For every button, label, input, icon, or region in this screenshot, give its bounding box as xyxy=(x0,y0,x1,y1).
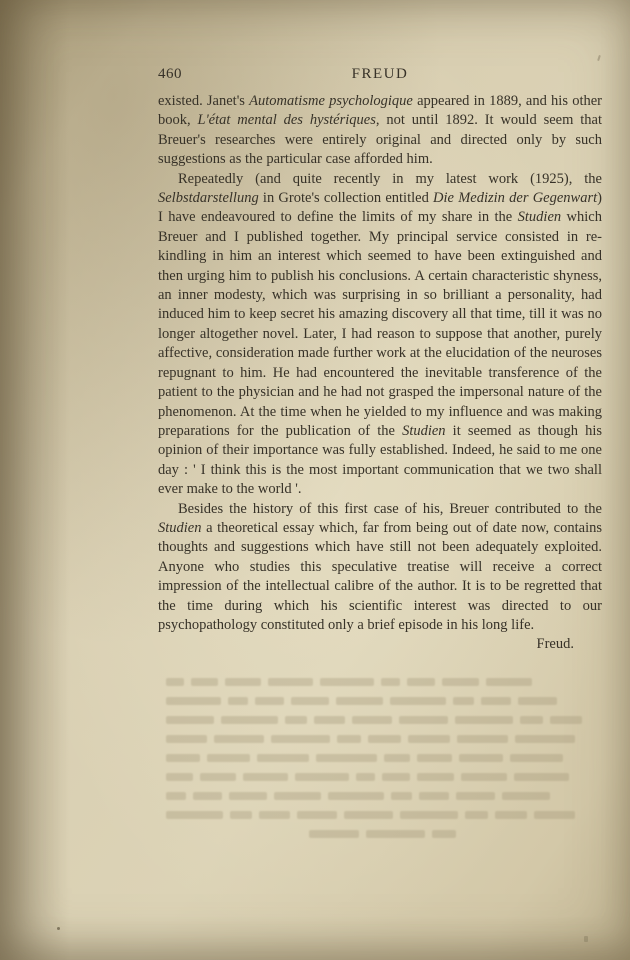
ghost-word xyxy=(191,678,218,686)
paragraph: Besides the history of this first case of his, Breuer contributed to the Studien a theoretical essay which, far from being out of date now, contains thoughts and suggestions which have still not been adequately exploited. Anyone who studies this speculative treatise will receive a correct impression of the intellectual calibre of the author. It is to be regretted that the time during which his scientific interest was directed to our psychopathology constituted only a brief episode in his long life. xyxy=(158,500,602,633)
ghost-word xyxy=(316,754,377,762)
ghost-word xyxy=(352,716,392,724)
ghost-word xyxy=(328,792,384,800)
ghost-word xyxy=(465,811,488,819)
ghost-word xyxy=(417,773,454,781)
paragraph: existed. Janet's Automatisme psychologique appeared in 1889, and his other book, L'état mental des hystériques, not until 1892. It would seem that Breuer's researches were entirely original and directed only by such suggestions as the particular case afforded him. xyxy=(158,93,602,168)
ghost-word xyxy=(455,716,513,724)
ghost-word xyxy=(243,773,288,781)
ghost-text-row xyxy=(166,811,598,819)
ghost-word xyxy=(518,697,557,705)
ghost-word xyxy=(314,716,345,724)
ghost-word xyxy=(481,697,511,705)
ghost-word xyxy=(366,830,425,838)
ghost-word xyxy=(291,697,329,705)
paragraph: Repeatedly (and quite recently in my latest work (1925), the Selbstdarstellung in Grote's collection entitled Die Medizin der Gegenwart) I have endeavoured to define the limits of my share in the Studien which Breuer and I published together. My principal service consisted in re-kindling in him an interest which seemed to have been extinguished and then urging him to publish his conclusions. A certain characteristic shyness, an inner modesty, which was surprising in so brilliant a personality, had induced him to keep secret his amazing discovery all that time, till it was no longer altogether novel. Later, I had reason to suppose that another, purely affective, consideration made further work at the elucidation of the neuroses repugnant to him. He had encountered the inevitable transference of the patient to the physician and he had not grasped the impersonal nature of the phenomenon. At the time when he yielded to my influence and was making preparations for the publication of the Studien it seemed as though his opinion of their importance was fully established. Indeed, he said to me one day : ' I think this is the most important communication that we two shall ever make to the world '. xyxy=(158,170,602,498)
ghost-word xyxy=(297,811,337,819)
ghost-word xyxy=(228,697,248,705)
ghost-text-row xyxy=(166,697,598,705)
ghost-word xyxy=(344,811,393,819)
ghost-word xyxy=(166,716,214,724)
ghost-word xyxy=(534,811,575,819)
author-signature: Freud. xyxy=(536,636,574,653)
ghost-word xyxy=(400,811,458,819)
ghost-word xyxy=(166,811,223,819)
ghost-word xyxy=(407,678,435,686)
ghost-word xyxy=(515,735,575,743)
ghost-word xyxy=(457,735,508,743)
ghost-word xyxy=(486,678,532,686)
page-number: 460 xyxy=(158,66,182,82)
ghost-word xyxy=(230,811,252,819)
reverse-page-show-through xyxy=(166,678,598,849)
ink-speck xyxy=(597,55,601,61)
ghost-word xyxy=(399,716,448,724)
ghost-word xyxy=(520,716,543,724)
running-header-title: FREUD xyxy=(351,66,409,82)
ghost-text-row xyxy=(166,830,598,838)
ghost-word xyxy=(309,830,359,838)
ghost-word xyxy=(268,678,313,686)
ghost-text-row xyxy=(166,773,598,781)
ghost-word xyxy=(193,792,222,800)
ghost-word xyxy=(285,716,307,724)
ghost-word xyxy=(356,773,375,781)
ghost-word xyxy=(510,754,563,762)
ghost-word xyxy=(320,678,374,686)
ghost-word xyxy=(408,735,450,743)
ghost-word xyxy=(166,773,193,781)
ghost-word xyxy=(442,678,479,686)
ghost-word xyxy=(550,716,582,724)
ghost-word xyxy=(381,678,400,686)
binding-gutter-shadow xyxy=(0,0,70,960)
ghost-word xyxy=(255,697,284,705)
ghost-word xyxy=(257,754,309,762)
ghost-word xyxy=(166,697,221,705)
ghost-word xyxy=(214,735,264,743)
ghost-text-row xyxy=(166,735,598,743)
ghost-word xyxy=(502,792,550,800)
ghost-word xyxy=(336,697,383,705)
ghost-word xyxy=(166,754,200,762)
paragraphs xyxy=(158,92,602,635)
ghost-word xyxy=(390,697,446,705)
ghost-word xyxy=(225,678,261,686)
ghost-word xyxy=(384,754,410,762)
running-head xyxy=(158,66,602,92)
ghost-text-row xyxy=(166,792,598,800)
ghost-word xyxy=(391,792,412,800)
ghost-word xyxy=(166,735,207,743)
ghost-text-row xyxy=(166,716,598,724)
ghost-word xyxy=(337,735,361,743)
ink-speck xyxy=(584,936,588,942)
ghost-word xyxy=(229,792,267,800)
ghost-word xyxy=(419,792,449,800)
ghost-word xyxy=(382,773,410,781)
ghost-word xyxy=(221,716,278,724)
ghost-word xyxy=(495,811,527,819)
ghost-word xyxy=(453,697,474,705)
ghost-word xyxy=(271,735,330,743)
ghost-word xyxy=(432,830,456,838)
ghost-word xyxy=(417,754,452,762)
text-column xyxy=(158,66,602,653)
ghost-word xyxy=(259,811,290,819)
ghost-word xyxy=(514,773,569,781)
ghost-word xyxy=(166,792,186,800)
ghost-word xyxy=(166,678,184,686)
ghost-text-row xyxy=(166,678,598,686)
ghost-word xyxy=(459,754,503,762)
ghost-word xyxy=(456,792,495,800)
ink-speck xyxy=(57,927,60,930)
ghost-text-row xyxy=(166,754,598,762)
ghost-word xyxy=(200,773,236,781)
ghost-word xyxy=(274,792,321,800)
ghost-word xyxy=(207,754,250,762)
ghost-word xyxy=(461,773,507,781)
ghost-word xyxy=(295,773,349,781)
ghost-word xyxy=(368,735,401,743)
